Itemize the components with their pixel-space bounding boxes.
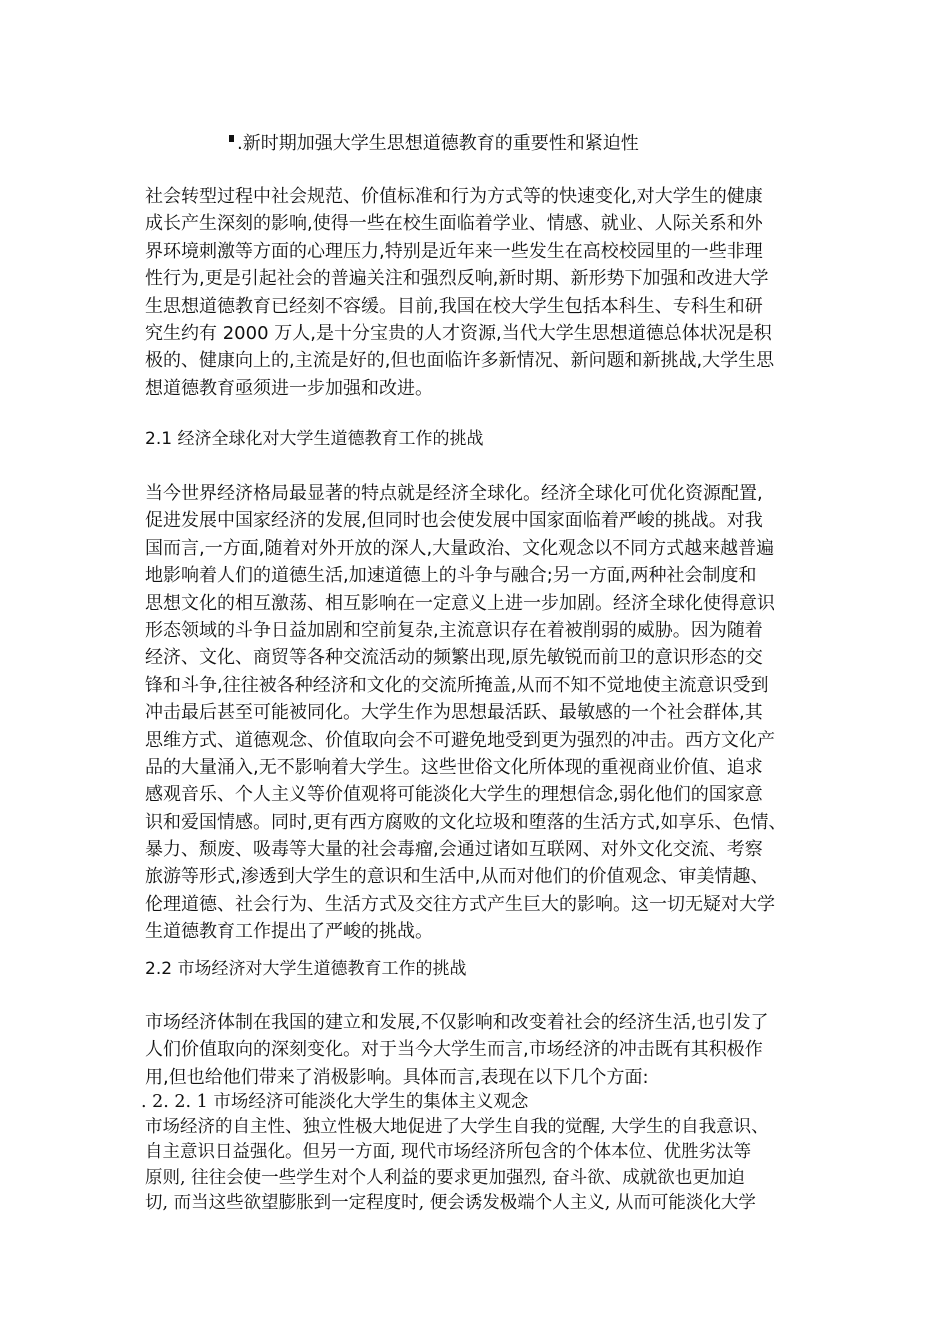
section-2-1-paragraph xyxy=(145,480,786,946)
section-heading-text: .新时期加强大学生思想道德教育的重要性和紧迫性 xyxy=(237,133,639,154)
bullet-icon xyxy=(229,135,234,142)
paragraph-line: 伦理道德、社会行为、生活方式及交往方式产生巨大的影响。这一切无疑对大学 xyxy=(145,893,775,915)
paragraph-line: 界环境刺激等方面的心理压力,特别是近年来一些发生在高校校园里的一些非理 xyxy=(145,240,763,262)
section-heading xyxy=(229,131,639,157)
paragraph-line: 品的大量涌入,无不影响着大学生。这些世俗文化所体现的重视商业价值、追求 xyxy=(145,756,763,778)
paragraph-line: 形态领域的斗争日益加剧和空前复杂,主流意识存在着被削弱的威胁。因为随着 xyxy=(145,619,763,641)
paragraph-line: 生思想道德教育已经刻不容缓。目前,我国在校大学生包括本科生、专科生和研 xyxy=(145,295,763,317)
paragraph-line: 成长产生深刻的影响,使得一些在校生面临着学业、情感、就业、人际关系和外 xyxy=(145,213,763,235)
paragraph-line: 识和爱国情感。同时,更有西方腐败的文化垃圾和堕落的生活方式,如享乐、色情、 xyxy=(145,811,787,833)
paragraph-line: 市场经济的自主性、独立性极大地促进了大学生自我的觉醒, 大学生的自我意识、 xyxy=(145,1117,769,1138)
paragraph-line: 思想文化的相互激荡、相互影响在一定意义上进一步加剧。经济全球化使得意识 xyxy=(145,592,775,614)
paragraph-line: 究生约有 2000 万人,是十分宝贵的人才资源,当代大学生思想道德总体状况是积 xyxy=(145,322,772,344)
paragraph-line: 促进发展中国家经济的发展,但同时也会使发展中国家面临着严峻的挑战。对我 xyxy=(145,510,763,532)
paragraph-line: 性行为,更是引起社会的普遍关注和强烈反响,新时期、新形势下加强和改进大学 xyxy=(145,268,769,290)
paragraph-line: 切, 而当这些欲望膨胀到一定程度时, 便会诱发极端个人主义, 从而可能淡化大学 xyxy=(145,1192,756,1213)
paragraph-line: 生道德教育工作提出了严峻的挑战。 xyxy=(145,921,433,943)
paragraph-line: 人们价值取向的深刻变化。对于当今大学生而言,市场经济的冲击既有其积极作 xyxy=(145,1039,763,1061)
intro-paragraph xyxy=(145,183,774,402)
paragraph-line: 自主意识日益强化。但另一方面, 现代市场经济所包含的个体本位、优胜劣汰等 xyxy=(145,1142,752,1163)
paragraph-line: 原则, 往往会使一些学生对个人利益的要求更加强烈, 奋斗欲、成就欲也更加迫 xyxy=(145,1167,745,1188)
paragraph-line: 锋和斗争,往往被各种经济和文化的交流所掩盖,从而不知不觉地使主流意识受到 xyxy=(145,674,769,696)
paragraph-line: 想道德教育亟须进一步加强和改进。 xyxy=(145,377,433,399)
paragraph-line: 暴力、颓废、吸毒等大量的社会毒瘤,会通过诸如互联网、对外文化交流、考察 xyxy=(145,839,763,861)
paragraph-line: 思维方式、道德观念、价值取向会不可避免地受到更为强烈的冲击。西方文化产 xyxy=(145,729,775,751)
paragraph-line: 冲击最后甚至可能被同化。大学生作为思想最活跃、最敏感的一个社会群体,其 xyxy=(145,702,763,724)
paragraph-line: 当今世界经济格局最显著的特点就是经济全球化。经济全球化可优化资源配置, xyxy=(145,483,763,504)
paragraph-line: 极的、健康向上的,主流是好的,但也面临许多新情况、新问题和新挑战,大学生思 xyxy=(145,350,775,372)
section-2-2-paragraph xyxy=(145,1009,768,1091)
paragraph-line: 感观音乐、个人主义等价值观将可能淡化大学生的理想信念,弱化他们的国家意 xyxy=(145,784,763,806)
subsection-2-2-1 xyxy=(141,1090,769,1216)
paragraph-line: 国而言,一方面,随着对外开放的深人,大量政治、文化观念以不同方式越来越普遍 xyxy=(145,537,775,559)
section-2-2-title: 2.2 市场经济对大学生道德教育工作的挑战 xyxy=(145,959,467,979)
paragraph-line: 地影响着人们的道德生活,加速道德上的斗争与融合;另一方面,两种社会制度和 xyxy=(145,565,757,587)
paragraph-line: 经济、文化、商贸等各种交流活动的频繁出现,原先敏锐而前卫的意识形态的交 xyxy=(145,647,763,669)
paragraph-line: 社会转型过程中社会规范、价值标准和行为方式等的快速变化,对大学生的健康 xyxy=(145,186,763,207)
paragraph-line: 用,但也给他们带来了消极影响。具体而言,表现在以下几个方面: xyxy=(145,1066,649,1088)
section-2-1-title: 2.1 经济全球化对大学生道德教育工作的挑战 xyxy=(145,429,484,449)
paragraph-line: 市场经济体制在我国的建立和发展,不仅影响和改变着社会的经济生活,也引发了 xyxy=(145,1012,769,1033)
paragraph-line: 旅游等形式,渗透到大学生的意识和生活中,从而对他们的价值观念、审美情趣、 xyxy=(145,866,769,888)
subsection-2-2-1-title: . 2. 2. 1 市场经济可能淡化大学生的集体主义观念 xyxy=(141,1092,529,1112)
